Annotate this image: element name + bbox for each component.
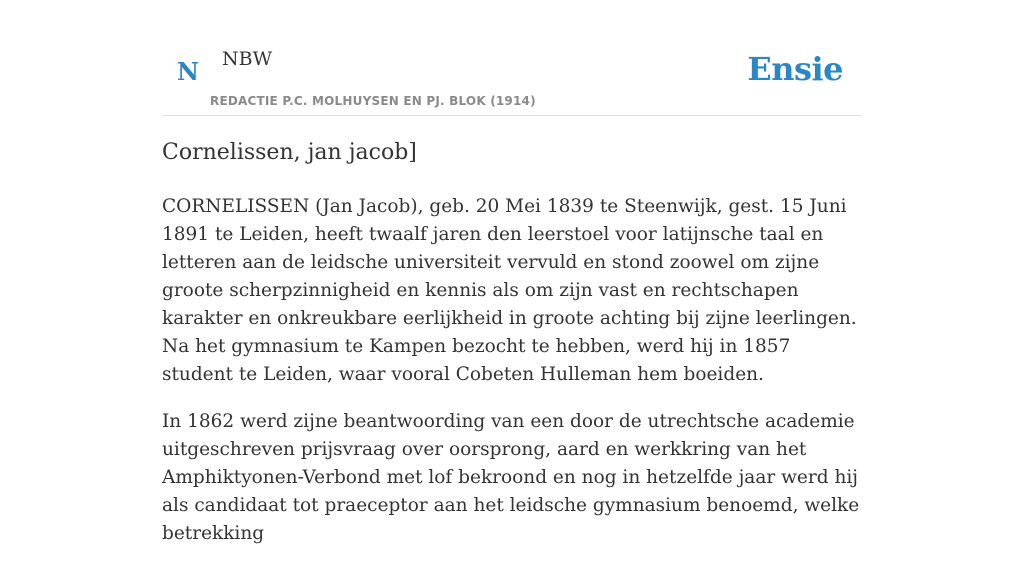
article-body xyxy=(162,193,862,567)
brand-logo[interactable]: Ensie xyxy=(747,50,843,88)
source-name[interactable]: NBW xyxy=(222,48,273,70)
article-title: Cornelissen, jan jacob] xyxy=(162,140,417,165)
site-header xyxy=(162,30,862,116)
article-paragraph: CORNELISSEN (Jan Jacob), geb. 20 Mei 1839 te Steenwijk, gest. 15 Juni 1891 te Leiden, heeft twaalf jaren den leerstoel voor latijnsche taal en letteren aan de leidsche universiteit vervuld en stond zoowel om zijne groote scherpzinnigheid en kennis als om zijn vast en rechtschapen karakter en onkreukbare eerlijkheid in groote achting bij zijne leerlingen. Na het gymnasium te Kampen bezocht te hebben, werd hij in 1857 student te Leiden, waar vooral Cobeten Hulleman hem boeiden. xyxy=(162,196,857,385)
source-logo[interactable]: N xyxy=(177,57,199,86)
article-paragraph: In 1862 werd zijne beantwoording van een door de utrechtsche academie uitgeschreven prijsvraag over oorsprong, aard en werkkring van het Amphiktyonen-Verbond met lof bekroond en nog in hetzelfde jaar werd hij als candidaat tot praeceptor aan het leidsche gymnasium benoemd, welke betrekking xyxy=(162,411,860,544)
source-subtitle: REDACTIE P.C. MOLHUYSEN EN PJ. BLOK (1914) xyxy=(210,94,536,108)
